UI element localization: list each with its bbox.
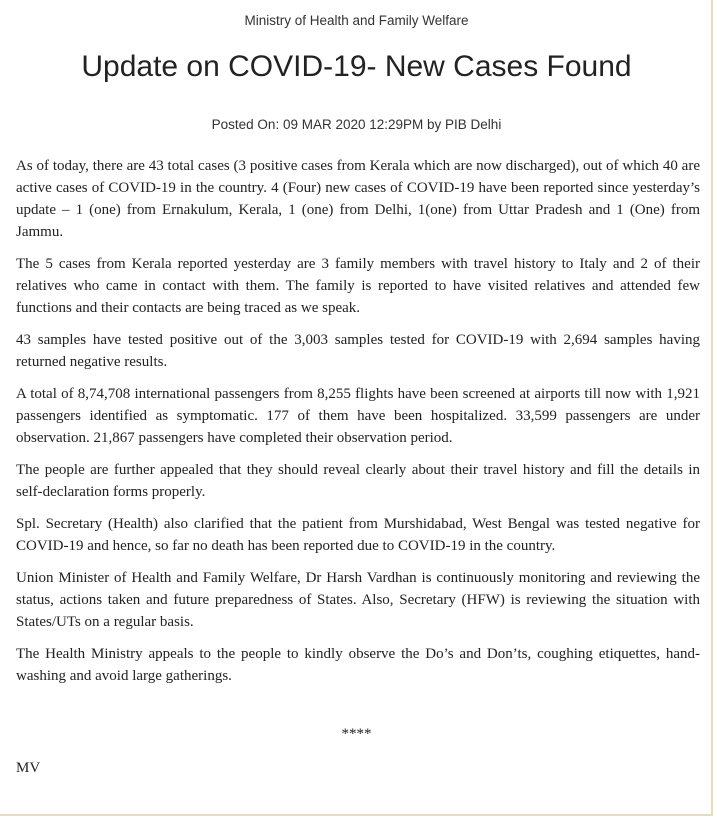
ministry-name: Ministry of Health and Family Welfare [244,13,469,28]
section-separator: **** [341,726,372,742]
paragraph: Union Minister of Health and Family Welfare, Dr Harsh Vardhan is continuously monitoring and reviewing the status, actions taken and future preparedness of States. Also, Secretary (HFW) is reviewing the situation with States/UTs on a regular basis. [16,570,700,630]
paragraph: Spl. Secretary (Health) also clarified that the patient from Murshidabad, West Bengal was tested negative for COVID-19 and hence, so far no death has been reported due to COVID-19 in the country. [16,516,700,554]
paragraph: A total of 8,74,708 international passengers from 8,255 flights have been screened at airports till now with 1,921 passengers identified as symptomatic. 177 of them have been hospitalized. 33,599 passengers are under observation. 21,867 passengers have completed their observation period. [16,386,700,446]
paragraph: The Health Ministry appeals to the people to kindly observe the Do’s and Don’ts, coughing etiquettes, hand-washing and avoid large gatherings. [16,646,700,684]
posted-date: Posted On: 09 MAR 2020 12:29PM by PIB Delhi [211,117,502,132]
paragraph: 43 samples have tested positive out of the 3,003 samples tested for COVID-19 with 2,694 samples having returned negative results. [16,332,700,370]
author-initials: MV [16,760,41,776]
paragraph: The 5 cases from Kerala reported yesterday are 3 family members with travel history to Italy and 2 of their relatives who came in contact with them. The family is reported to have visited relatives and attended few functions and their contacts are being traced as we speak. [16,256,700,316]
paragraph: As of today, there are 43 total cases (3 positive cases from Kerala which are now discharged), out of which 40 are active cases of COVID-19 in the country. 4 (Four) new cases of COVID-19 have been reported since yesterday’s update – 1 (one) from Ernakulum, Kerala, 1 (one) from Delhi, 1(one) from Uttar Pradesh and 1 (One) from Jammu. [16,158,700,240]
page-title: Update on COVID-19- New Cases Found [81,50,632,83]
paragraph: The people are further appealed that they should reveal clearly about their travel history and fill the details in self-declaration forms properly. [16,462,700,500]
article-body [16,155,700,697]
